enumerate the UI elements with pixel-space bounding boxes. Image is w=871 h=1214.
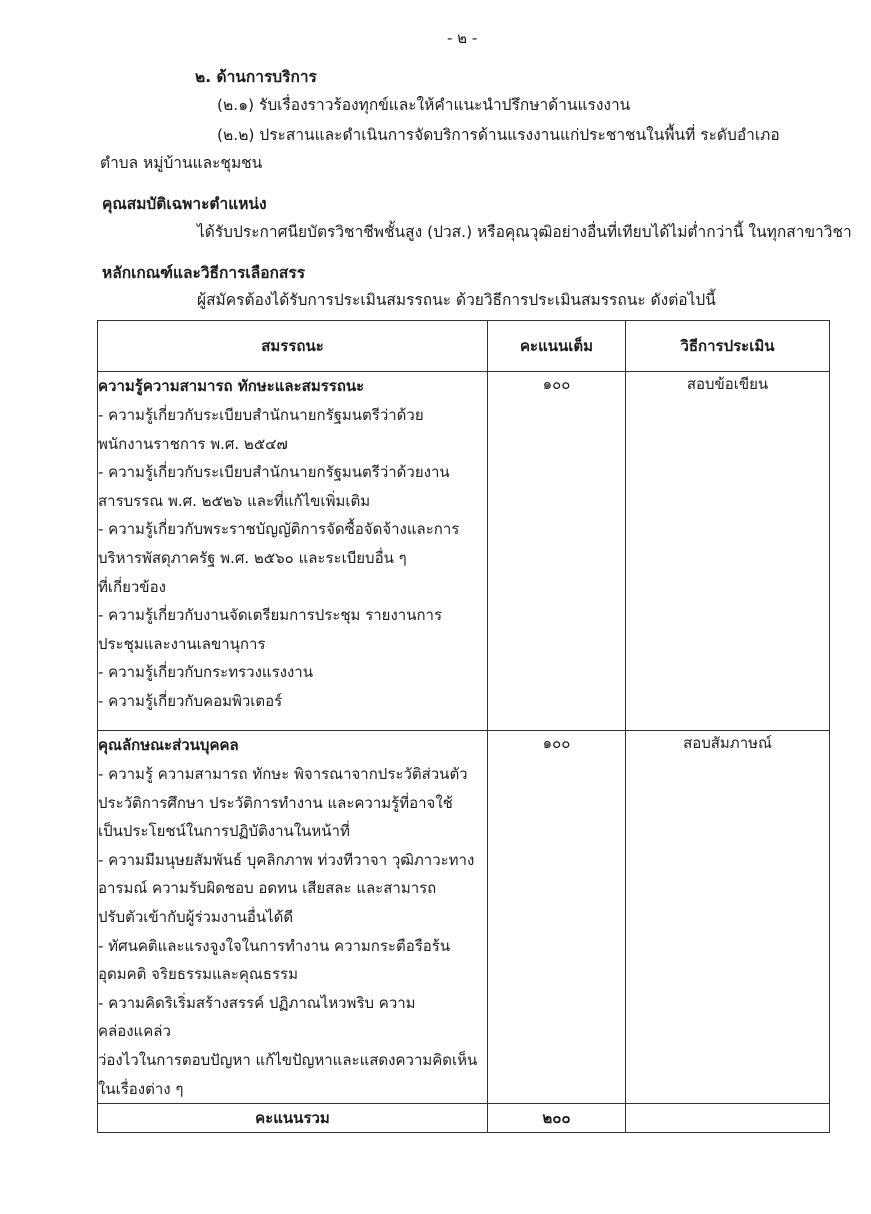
- total-method: [626, 1104, 830, 1133]
- list-item: - ความคิดริเริ่มสร้างสรรค์ ปฏิภาณไหวพริบ ความคล่องแคล่ว: [98, 993, 416, 1041]
- list-item: - ความรู้เกี่ยวกับพระราชบัญญัติการจัดซื้อจัดจ้างและการ: [98, 520, 460, 539]
- list-item: - ความรู้ ความสามารถ ทักษะ พิจารณาจากประวัติส่วนตัว: [98, 765, 468, 783]
- list-item: ที่เกี่ยวข้อง: [98, 577, 166, 596]
- criteria-heading: หลักเกณฑ์และวิธีการเลือกสรร: [102, 264, 306, 282]
- list-item: - ความมีมนุษยสัมพันธ์ บุคลิกภาพ ท่วงทีวาจา วุฒิภาวะทาง: [98, 850, 475, 869]
- list-item: ประชุมและงานเลขานุการ: [98, 634, 266, 653]
- section2-item-2: (๒.๒) ประสานและดำเนินการจัดบริการด้านแรงงานแก่ประชาชนในพื้นที่ ระดับอำเภอ: [217, 126, 780, 144]
- list-item: ว่องไวในการตอบปัญหา แก้ไขปัญหาและแสดงความคิดเห็น: [98, 1050, 478, 1069]
- criteria-text: ผู้สมัครต้องได้รับการประเมินสมรรถนะ ด้วยวิธีการประเมินสมรรถนะ ดังต่อไปนี้: [197, 291, 716, 309]
- table-header-row: [98, 321, 830, 372]
- competency-title: ความรู้ความสามารถ ทักษะและสมรรถนะ: [98, 377, 365, 395]
- list-item: ปรับตัวเข้ากับผู้ร่วมงานอื่นได้ดี: [98, 907, 294, 926]
- list-item: ประวัติการศึกษา ประวัติการทำงาน และความรู้ที่อาจใช้: [98, 793, 453, 812]
- qualifications-text: ได้รับประกาศนียบัตรวิชาชีพชั้นสูง (ปวส.) หรือคุณวุฒิอย่างอื่นที่เทียบได้ไม่ต่ำกว่านี้ ในทุกสาขาวิชา: [197, 223, 852, 241]
- competency-table: [97, 320, 830, 1133]
- list-item: - ความรู้เกี่ยวกับระเบียบสำนักนายกรัฐมนตรีว่าด้วยงาน: [98, 463, 450, 482]
- list-item: ในเรื่องต่าง ๆ: [98, 1079, 184, 1098]
- score-cell: ๑๐๐: [488, 731, 626, 1104]
- header-competency: สมรรถนะ: [98, 321, 488, 372]
- section2-item-1: (๒.๑) รับเรื่องราวร้องทุกข์และให้คำแนะนำปรึกษาด้านแรงงาน: [217, 96, 631, 114]
- list-item: - ความรู้เกี่ยวกับงานจัดเตรียมการประชุม รายงานการ: [98, 606, 443, 625]
- total-score: ๒๐๐: [488, 1104, 626, 1133]
- list-item: - ความรู้เกี่ยวกับระเบียบสำนักนายกรัฐมนตรีว่าด้วย: [98, 406, 424, 424]
- qualifications-heading: คุณสมบัติเฉพาะตำแหน่ง: [102, 195, 267, 213]
- list-item: - ความรู้เกี่ยวกับคอมพิวเตอร์: [98, 691, 283, 710]
- section2-heading: ๒. ด้านการบริการ: [195, 68, 317, 86]
- list-item: บริหารพัสดุภาครัฐ พ.ศ. ๒๕๖๐ และระเบียบอื่น ๆ: [98, 548, 407, 567]
- list-item: อุดมคติ จริยธรรมและคุณธรรม: [98, 965, 298, 984]
- total-label: คะแนนรวม: [98, 1104, 488, 1133]
- section2-continuation: ตำบล หมู่บ้านและชุมชน: [100, 154, 263, 172]
- score-cell: ๑๐๐: [488, 372, 626, 731]
- list-item: พนักงานราชการ พ.ศ. ๒๕๔๗: [98, 434, 288, 453]
- competency-title: คุณลักษณะส่วนบุคคล: [98, 736, 239, 754]
- page-number: - ๒ -: [447, 29, 478, 47]
- list-item: - ทัศนคติและแรงจูงใจในการทำงาน ความกระตือรือร้น: [98, 936, 451, 955]
- list-item: - ความรู้เกี่ยวกับกระทรวงแรงงาน: [98, 663, 313, 682]
- method-cell: สอบสัมภาษณ์: [626, 731, 830, 1104]
- list-item: เป็นประโยชน์ในการปฏิบัติงานในหน้าที่: [98, 822, 350, 841]
- table-row: [98, 372, 830, 731]
- header-full-score: คะแนนเต็ม: [488, 321, 626, 372]
- list-item: อารมณ์ ความรับผิดชอบ อดทน เสียสละ และสามารถ: [98, 879, 437, 898]
- competency-cell: [98, 731, 488, 1104]
- header-method: วิธีการประเมิน: [626, 321, 830, 372]
- competency-cell: [98, 372, 488, 731]
- table-row: [98, 731, 830, 1104]
- method-cell: สอบข้อเขียน: [626, 372, 830, 731]
- total-row: [98, 1104, 830, 1133]
- list-item: สารบรรณ พ.ศ. ๒๕๒๖ และที่แก้ไขเพิ่มเติม: [98, 491, 371, 510]
